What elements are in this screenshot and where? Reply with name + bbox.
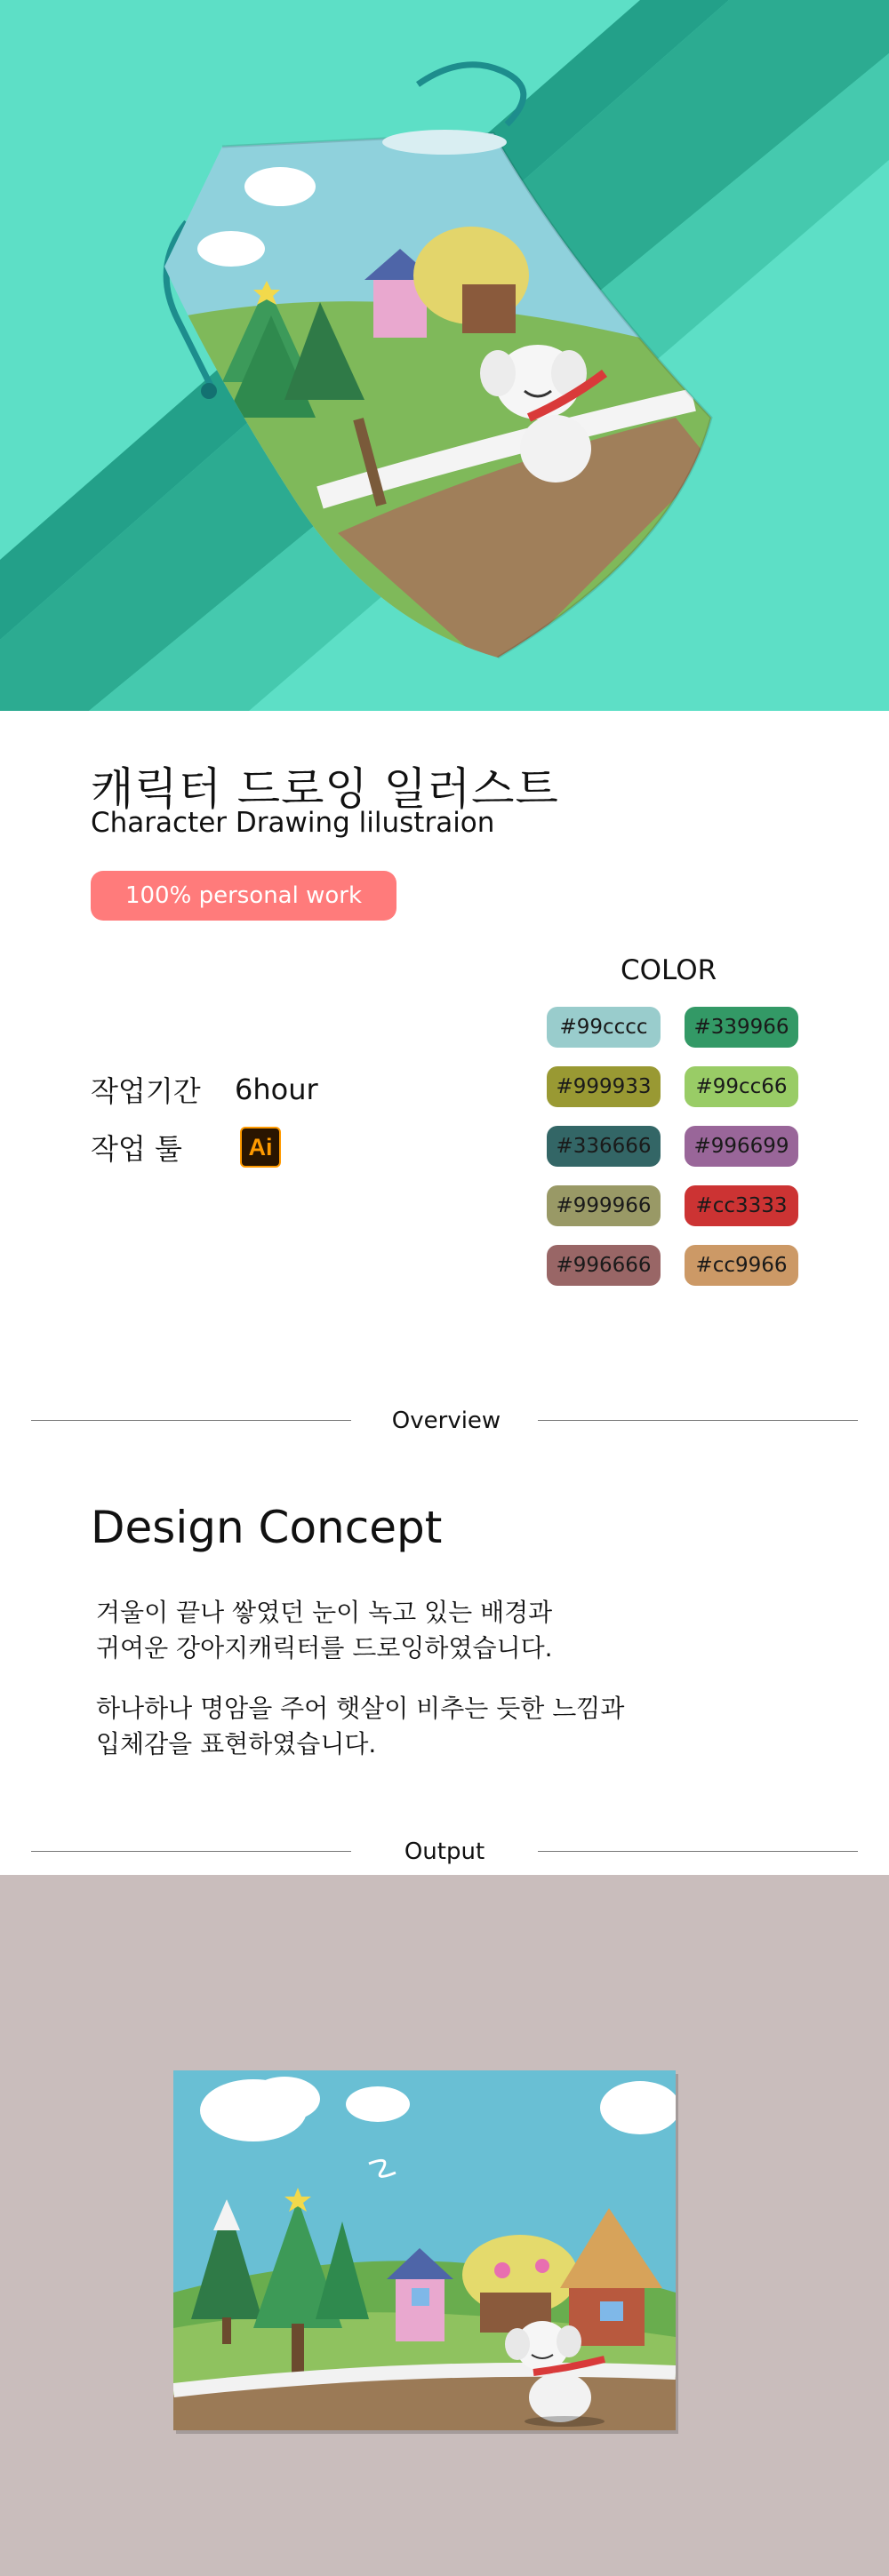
color-swatch: #996666 bbox=[547, 1245, 661, 1286]
work-tool-label: 작업 툴 bbox=[91, 1132, 182, 1166]
work-period-row bbox=[91, 1069, 318, 1110]
color-swatch: #999933 bbox=[547, 1066, 661, 1107]
project-title-korean: 캐릭터 드로잉 일러스트 bbox=[91, 763, 559, 815]
overview-divider-left bbox=[31, 1420, 351, 1421]
concept-paragraph-2 bbox=[96, 1691, 624, 1762]
illustration-print bbox=[0, 1875, 889, 2576]
concept-line: 입체감을 표현하였습니다. bbox=[96, 1729, 377, 1759]
hero-mockup-image bbox=[0, 0, 889, 711]
concept-line: 겨울이 끝나 쌓였던 눈이 녹고 있는 배경과 bbox=[96, 1598, 553, 1627]
color-swatch: #cc9966 bbox=[685, 1245, 798, 1286]
color-swatch: #999966 bbox=[547, 1185, 661, 1226]
output-section-label: Output bbox=[404, 1838, 485, 1865]
output-divider-left bbox=[31, 1851, 351, 1852]
work-period-value: 6hour bbox=[235, 1073, 318, 1106]
concept-line: 귀여운 강아지캐릭터를 드로잉하였습니다. bbox=[96, 1633, 553, 1663]
work-tool-row bbox=[91, 1127, 281, 1168]
concept-paragraph-1 bbox=[96, 1595, 553, 1666]
color-palette-title: COLOR bbox=[621, 954, 717, 986]
pouch-illustration bbox=[0, 0, 889, 711]
illustrator-icon: Ai bbox=[240, 1127, 281, 1168]
output-mockup-image bbox=[0, 1875, 889, 2576]
design-concept-heading: Design Concept bbox=[91, 1502, 443, 1553]
work-period-label: 작업기간 bbox=[91, 1074, 201, 1108]
project-title-english: Character Drawing lilustraion bbox=[91, 807, 495, 839]
concept-line: 하나하나 명암을 주어 햇살이 비추는 듯한 느낌과 bbox=[96, 1694, 625, 1723]
personal-work-badge: 100% personal work bbox=[91, 871, 396, 921]
color-swatch: #996699 bbox=[685, 1126, 798, 1167]
output-divider-right bbox=[538, 1851, 858, 1852]
color-swatch: #99cc66 bbox=[685, 1066, 798, 1107]
color-swatch: #336666 bbox=[547, 1126, 661, 1167]
overview-divider-right bbox=[538, 1420, 858, 1421]
color-swatch: #cc3333 bbox=[685, 1185, 798, 1226]
overview-section-label: Overview bbox=[391, 1408, 501, 1434]
color-swatch: #339966 bbox=[685, 1007, 798, 1048]
color-swatch: #99cccc bbox=[547, 1007, 661, 1048]
